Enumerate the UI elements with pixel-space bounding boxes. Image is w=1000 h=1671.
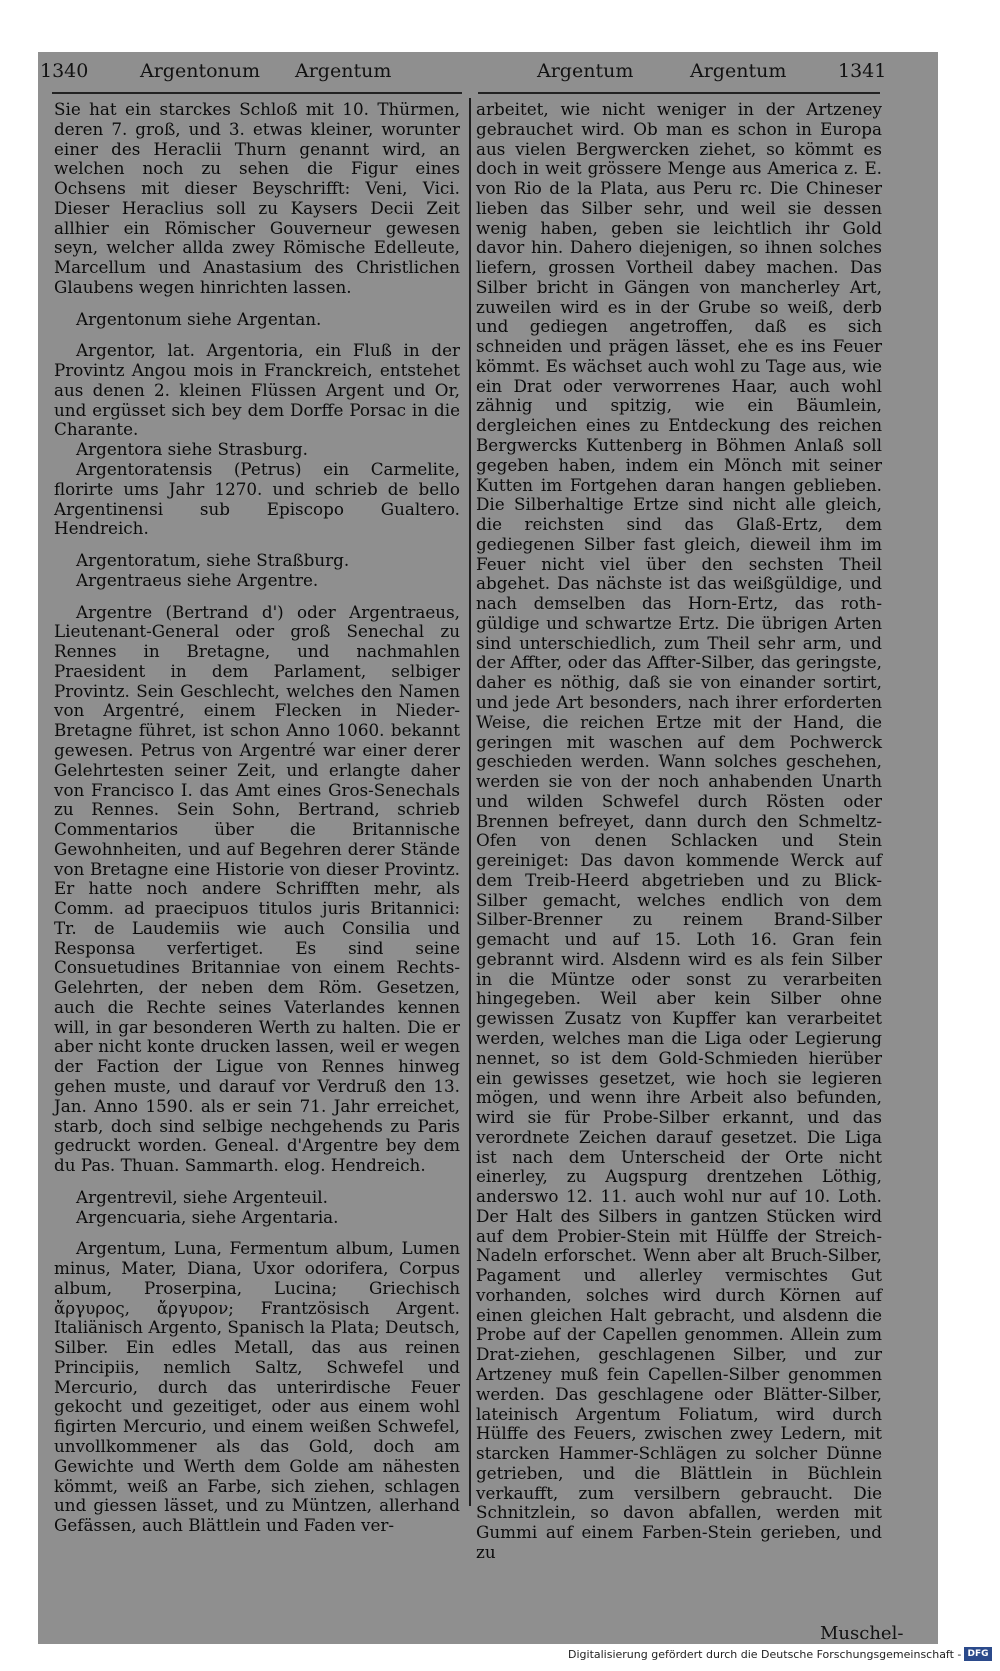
paragraph: Argentraeus siehe Argentre. [76, 569, 319, 590]
paragraph: Argentrevil, siehe Argenteuil. [76, 1186, 328, 1207]
paragraph: Argentonum siehe Argentan. [76, 308, 322, 329]
paragraph: Sie hat ein starckes Schloß mit 10. Thürmen, deren 7. groß, und 3. etwas kleiner, worunter einer des Heraclii Thurn genannt wird, an welchen noch zu sehen die Figur eines Ochsens mit dieser Beyschrifft: Veni, Vici. Dieser Heraclius soll zu Kaysers Decii Zeit allhier ein Römischer Gouverneur gewesen seyn, welcher allda zwey Römische Edelleute, Marcellum und Anastasium des Christlichen Glaubens wegen hinrichten lassen. [54, 99, 460, 297]
paragraph: Argentre (Bertrand d') oder Argentraeus, Lieutenant-General oder groß Senechal zu Rennes in Bretagne, und nachmahlen Praesident in dem Parlament, selbiger Provintz. Sein Geschlecht, welches den Namen von Argentré, einem Flecken in Nieder-Bretagne führet, ist schon Anno 1060. bekannt gewesen. Petrus von Argentré war einer derer Gelehrtesten seiner Zeit, und erlangte daher von Francisco I. das Amt eines Gros-Senechals zu Rennes. Sein Sohn, Bertrand, schrieb Commentarios über die Britannische Gewohnheiten, und auf Begehren derer Stände von Bretagne eine Historie von dieser Provintz. Er hatte noch andere Schrifften mehr, als Comm. ad praecipuos titulos juris Britannici: Tr. de Laudemiis wie auch Consilia und Responsa verfertiget. Es sind seine Consuetudines Britanniae von einem Rechts-Gelehrten, der neben dem Röm. Gesetzen, auch die Rechte seines Vaterlandes kennen will, in gar besonderen Werth zu halten. Die er aber nicht konte drucken lassen, weil er wegen der Faction der Ligue von Rennes hinweg gehen muste, und darauf vor Verdruß den 13. Jan. Anno 1590. als er sein 71. Jahr erreichet, starb, doch sind selbige nechgehends zu Paris gedruckt worden. Geneal. d'Argentre bey dem du Pas. Thuan. Sammarth. elog. Hendreich. [54, 601, 460, 1176]
header-word-left-2: Argentum [295, 60, 392, 82]
header-word-left-1: Argentonum [140, 60, 261, 82]
paragraph: Argentum, Luna, Fermentum album, Lumen minus, Mater, Diana, Uxor odorifera, Corpus album, Proserpina, Lucina; Griechisch ἄργυρος, ἄργυρον; Frantzösisch Argent. Italiänisch Argento, Spanisch la Plata; Deutsch, Silber. Ein edles Metall, das aus reinen Principiis, nemlich Saltz, Schwefel und Mercurio, durch das unterirdische Feuer gekocht und gezeitiget, oder aus einem wohl figirten Mercurio, und einem weißen Schwefel, unvollkommener als das Gold, doch am Gewichte und Werth dem Golde am nähesten kömmt, weiß an Farbe, sich ziehen, schlagen und giessen lässet, und zu Müntzen, allerhand Gefässen, auch Blättlein und Faden ver- [54, 1238, 460, 1536]
catchword: Muschel- [820, 1623, 904, 1644]
right-text-column [476, 100, 882, 1563]
left-text-column [54, 100, 460, 1536]
header-rule-right [478, 92, 880, 94]
header-word-right-1: Argentum [537, 60, 634, 82]
paragraph: Argentora siehe Strasburg. [76, 439, 308, 460]
column-divider [469, 98, 471, 1506]
page-number-right: 1341 [838, 60, 887, 82]
paragraph: Argentoratum, siehe Straßburg. [76, 550, 350, 571]
header-word-right-2: Argentum [690, 60, 787, 82]
footer-credit: Digitalisierung gefördert durch die Deutsche Forschungsgemeinschaft - [568, 1648, 962, 1661]
paragraph: Argencuaria, siehe Argentaria. [76, 1206, 339, 1227]
paragraph: Argentoratensis (Petrus) ein Carmelite, florirte ums Jahr 1270. und schrieb de bello Argentinensi sub Episcopo Gualtero. Hendreich. [54, 459, 460, 539]
header-rule-left [52, 92, 462, 94]
page-number-left: 1340 [40, 60, 89, 82]
paragraph: arbeitet, wie nicht weniger in der Artzeney gebrauchet wird. Ob man es schon in Europa aus vielen Bergwercken ziehet, so kömmt es doch in weit grössere Menge aus America z. E. von Rio de la Plata, aus Peru rc. Die Chineser lieben das Silber sehr, und weil sie dessen wenig haben, geben sie leichtlich ihr Gold davor hin. Dahero diejenigen, so ihnen solches liefern, grossen Vortheil dabey machen. Das Silber bricht in Gängen von mancherley Art, zuweilen wird es in der Grube so weiß, derb und gediegen angetroffen, daß es sich schneiden und prägen lässet, ehe es ins Feuer kömmt. Es wächset auch wohl zu Tage aus, wie ein Drat oder verworrenes Haar, auch wohl zähnig und spitzig, wie ein Bäumlein, dergleichen eines zu Entdeckung des reichen Bergwercks Kuttenberg in Böhmen Anlaß soll gegeben haben, indem ein Mönch mit seiner Kutten im Fortgehen daran hangen geblieben. Die Silberhaltige Ertze sind nicht alle gleich, die reichsten sind das Glaß-Ertz, dem gediegenen Silber fast gleich, dieweil ihm im Feuer nicht viel über den sechsten Theil abgehet. Das nächste ist das weißgüldige, und nach demselben das Horn-Ertz, das roth-güldige und schwartze Ertz. Die übrigen Arten sind unterschiedlich, zum Theil sehr arm, und der Affter, oder das Affter-Silber, das geringste, daher es nöthig, daß sie von einander sortirt, und jede Art besonders, nach ihrer erforderten Weise, die reichen Ertze mit der Hand, die geringen mit waschen auf dem Pochwerck geschieden werden. Wann solches geschehen, werden sie von der noch anhabenden Unarth und wilden Schwefel durch Rösten oder Brennen befreyet, dann durch den Schmeltz-Ofen von denen Schlacken und Stein gereiniget: Das davon kommende Werck auf dem Treib-Heerd abgetrieben und zu Blick-Silber gemacht, welches endlich von dem Silber-Brenner zu reinem Brand-Silber gemacht und auf 15. Loth 16. Gran fein gebrannt wird. Alsdenn wird es als fein Silber in die Müntze oder sonst zu verarbeiten hingegeben. Weil aber kein Silber ohne gewissen Zusatz von Kupffer kan verarbeitet werden, welches man die Liga oder Legierung nennet, so ist dem Gold-Schmieden hierüber ein gewisses gesetzet, wie hoch sie legieren mögen, und wenn ihre Arbeit also befunden, wird sie für Probe-Silber erkannt, und das verordnete Zeichen darauf gesetzet. Die Liga ist nach dem Unterscheid der Orte nicht einerley, zu Augspurg drentzehen Löthig, anderswo 12. 11. auch wohl nur auf 10. Loth. Der Halt des Silbers in gantzen Stücken wird auf dem Probier-Stein mit Hülffe der Streich-Nadeln erforschet. Wenn aber alt Bruch-Silber, Pagament und allerley vermischtes Gut vorhanden, solches wird durch Körnen auf einen gleichen Halt gebracht, und alsdenn die Probe auf der Capellen genommen. Allein zum Drat-ziehen, geschlagenen Silber, und zur Artzeney muß fein Capellen-Silber genommen werden. Das geschlagene oder Blätter-Silber, lateinisch Argentum Foliatum, wird durch Hülffe des Feuers, zwischen zwey Ledern, mit starcken Hammer-Schlägen zu solcher Dünne getrieben, und die Blättlein in Büchlein verkaufft, zum versilbern gebraucht. Die Schnitzlein, so davon abfallen, werden mit Gummi auf einem Farben-Stein gerieben, und zu [476, 99, 882, 1562]
dfg-logo-icon: DFG [964, 1647, 992, 1661]
paragraph: Argentor, lat. Argentoria, ein Fluß in der Provintz Angou mois in Franckreich, entstehet aus denen 2. kleinen Flüssen Argent und Or, und ergüsset sich bey dem Dorffe Porsac in die Charante. [54, 340, 460, 440]
